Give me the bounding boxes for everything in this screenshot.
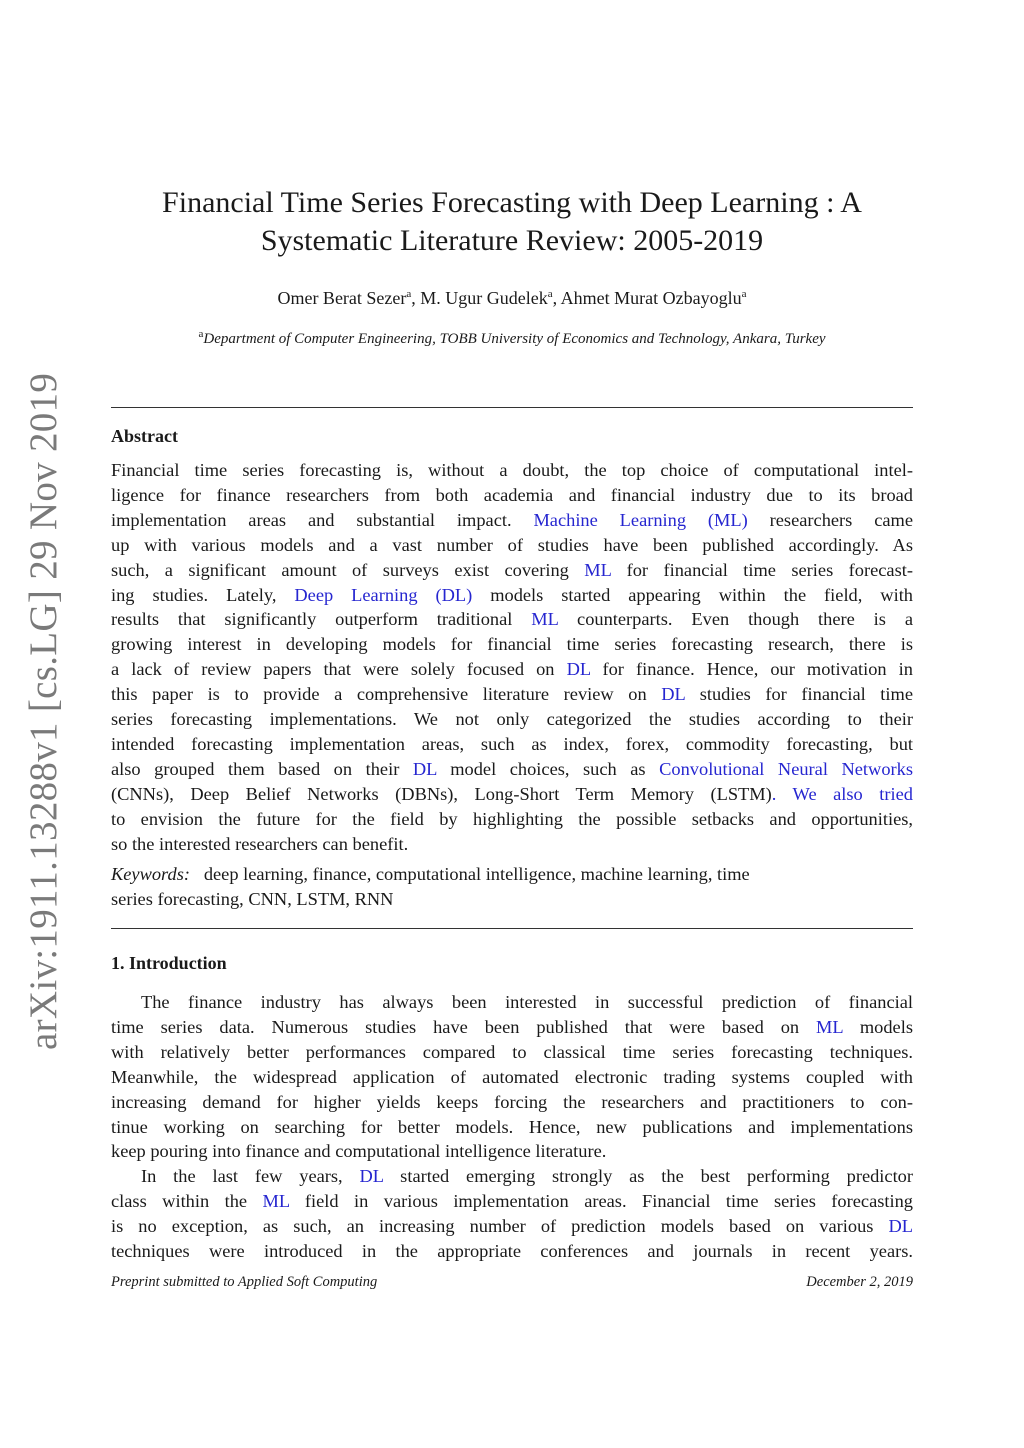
- text-span: models: [842, 1016, 913, 1037]
- text-span: ing studies. Lately,: [111, 584, 295, 605]
- text-span: is no exception, as such, an increasing number of prediction models based on various: [111, 1216, 889, 1237]
- section-heading: 1. Introduction: [111, 953, 227, 973]
- text-span: (CNNs): [111, 783, 170, 804]
- paper-title-line-2: Systematic Literature Review: 2005-2019: [260, 224, 764, 257]
- author-separator: ,: [411, 288, 421, 308]
- text-span: implementation areas and substantial impact.: [111, 509, 534, 530]
- text-span: increasing demand for higher yields keeps forcing the researchers and practitioners to con-: [111, 1091, 913, 1112]
- text-span: up with various models and a vast number of studies have been published accordingly. As: [111, 534, 913, 555]
- abstract-heading: Abstract: [111, 426, 178, 446]
- acronym-link[interactable]: DL: [888, 1216, 913, 1237]
- text-line: [111, 1015, 913, 1040]
- text-span: started emerging strongly as the best performing predictor: [383, 1166, 913, 1187]
- text-span: series forecasting implementations. We not only categorized the studies according to their: [111, 709, 913, 729]
- text-line: [111, 483, 913, 508]
- acronym-link[interactable]: DL: [661, 684, 686, 705]
- acronym-link[interactable]: Deep Learning (DL): [294, 584, 473, 605]
- text-span: class within the: [111, 1191, 263, 1212]
- footer-journal: Preprint submitted to Applied Soft Computing: [111, 1274, 378, 1290]
- text-span: with relatively better performances compared to classical time series forecasting techniques.: [111, 1041, 913, 1062]
- text-line: [111, 1164, 913, 1189]
- text-span: this paper is to provide a comprehensive literature review on: [111, 684, 662, 705]
- text-line: [111, 990, 913, 1015]
- affiliation-marker: a: [406, 288, 412, 300]
- text-line: [111, 458, 913, 483]
- affiliation-marker: a: [198, 328, 204, 340]
- text-line: [111, 607, 913, 632]
- text-span: Financial time series forecasting is, without a doubt, the top choice of computational intel-: [111, 460, 913, 480]
- text-span: for financial time series forecast-: [611, 559, 913, 580]
- text-span: so the interested researchers can benefit.: [111, 833, 409, 854]
- text-span: for finance. Hence, our motivation in: [590, 659, 913, 680]
- text-span: In the last few years,: [141, 1166, 360, 1187]
- author-name: M. Ugur Gudelek: [420, 288, 548, 308]
- text-line: [111, 707, 913, 732]
- text-line: [111, 1040, 913, 1065]
- acronym-link[interactable]: DL: [359, 1166, 384, 1187]
- text-span: to envision the future for the field by highlighting the possible setbacks and opportunities,: [111, 808, 913, 829]
- text-line: [111, 782, 913, 807]
- text-span: The finance industry has always been interested in successful prediction of financial: [141, 992, 913, 1012]
- author-separator: ,: [552, 288, 561, 308]
- text-line: [111, 1189, 913, 1214]
- affiliation-text: Department of Computer Engineering, TOBB University of Economics and Technology, Ankara, Turkey: [203, 331, 826, 347]
- text-line: [111, 1239, 913, 1264]
- affiliation: [100, 328, 924, 348]
- affiliation-marker: a: [741, 288, 747, 300]
- text-span: time series data. Numerous studies have been published that were based on: [111, 1016, 817, 1037]
- text-span: Meanwhile, the widespread application of automated electronic trading systems coupled with: [111, 1066, 913, 1087]
- text-span: techniques were introduced in the appropriate conferences and journals in recent years.: [111, 1241, 913, 1261]
- text-span: Long-Short Term Memory (LSTM): [474, 783, 772, 804]
- keywords-text: deep learning, finance, computational intelligence, machine learning, time: [203, 864, 750, 884]
- footer-date: December 2, 2019: [806, 1274, 913, 1290]
- text-line: [111, 508, 913, 533]
- text-span: ,: [453, 783, 475, 804]
- text-line: [111, 1214, 913, 1239]
- text-line: [111, 657, 913, 682]
- acronym-link[interactable]: ML: [816, 1016, 843, 1037]
- text-line: [111, 1115, 913, 1140]
- text-span: researchers came: [747, 509, 914, 530]
- affiliation-marker: a: [547, 288, 553, 300]
- text-span: keep pouring into finance and computational intelligence literature.: [111, 1141, 607, 1162]
- abstract-bottom-rule: [111, 928, 913, 929]
- text-span: studies for financial time: [685, 684, 913, 705]
- text-line: [111, 732, 913, 757]
- acronym-link[interactable]: Convolutional Neural Networks: [659, 758, 913, 779]
- text-span: Deep Belief Networks (DBNs): [190, 783, 454, 804]
- text-span: tinue working on searching for better models. Hence, new publications and implementations: [111, 1116, 913, 1137]
- keywords-line-1: [111, 862, 913, 887]
- text-span: results that significantly outperform traditional: [111, 609, 532, 630]
- author-name: Omer Berat Sezer: [277, 288, 407, 308]
- acronym-link[interactable]: ML: [584, 559, 612, 580]
- text-line: [111, 558, 913, 583]
- acronym-link[interactable]: DL: [566, 659, 591, 680]
- text-span: field in various implementation areas. Financial time series forecasting: [289, 1191, 913, 1212]
- author-list: [100, 288, 924, 309]
- text-span: such, a significant amount of surveys exist covering: [111, 559, 585, 580]
- keywords-line-2: series forecasting, CNN, LSTM, RNN: [111, 889, 394, 909]
- paper-title-line-1: Financial Time Series Forecasting with Deep Learning : A: [162, 186, 862, 219]
- text-span: models started appearing within the field, with: [472, 584, 913, 605]
- text-span: also grouped them based on their: [111, 758, 413, 779]
- text-span: growing interest in developing models for financial time series forecasting research, there is: [111, 634, 913, 655]
- text-span: a lack of review papers that were solely focused on: [111, 659, 567, 680]
- text-line: [111, 807, 913, 832]
- keywords-label: Keywords:: [111, 864, 191, 884]
- text-line: [111, 757, 913, 782]
- arxiv-identifier: arXiv:1911.13288v1 [cs.LG] 29 Nov 2019: [22, 372, 65, 1050]
- acronym-link[interactable]: DL: [412, 758, 437, 779]
- text-span: ,: [169, 783, 191, 804]
- text-line: [111, 583, 913, 608]
- text-line: [111, 1090, 913, 1115]
- text-line: [111, 832, 913, 857]
- text-line: [111, 533, 913, 558]
- text-line: [111, 682, 913, 707]
- acronym-link[interactable]: ML: [262, 1191, 290, 1212]
- abstract-top-rule: [111, 407, 913, 408]
- text-line: [111, 1065, 913, 1090]
- acronym-link[interactable]: ML: [531, 609, 559, 630]
- text-span: counterparts. Even though there is a: [558, 609, 913, 630]
- text-line: [111, 1139, 913, 1164]
- author-name: Ahmet Murat Ozbayoglu: [560, 288, 742, 308]
- text-line: [111, 632, 913, 657]
- text-span: model choices, such as: [436, 758, 660, 779]
- acronym-link[interactable]: . We also tried: [771, 783, 913, 804]
- acronym-link[interactable]: Machine Learning (ML): [533, 509, 748, 530]
- text-span: intended forecasting implementation areas, such as index, forex, commodity forecasting, but: [111, 733, 913, 754]
- text-span: ligence for finance researchers from both academia and financial industry due to its broad: [111, 484, 913, 505]
